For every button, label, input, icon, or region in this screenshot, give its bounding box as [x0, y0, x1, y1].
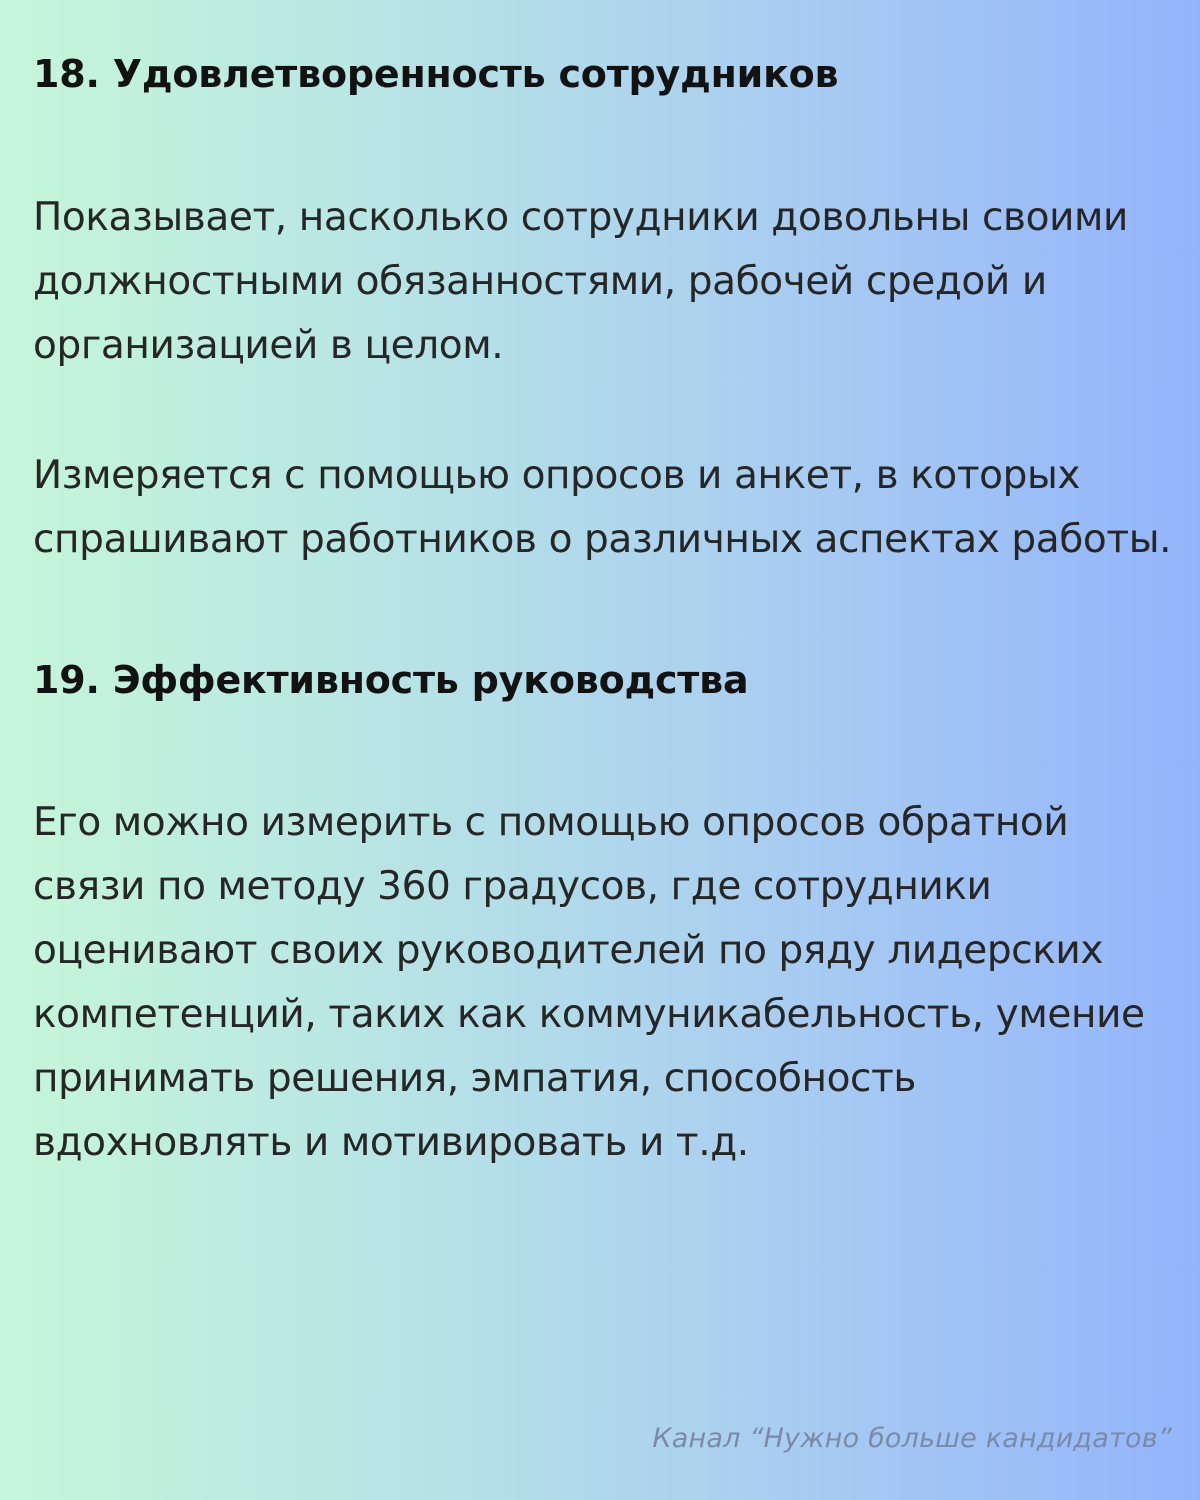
section-title-leadership-effectiveness: 19. Эффективность руководства: [33, 657, 749, 702]
section-paragraph-leadership-measurement: Его можно измерить с помощью опросов обратной связи по методу 360 градусов, где сотрудники оценивают своих руководителей по ряду лидерских компетенций, таких как коммуникабельность, умение принимать решения, эмпатия, способность вдохновлять и мотивировать и т.д.: [33, 800, 1145, 1166]
section-paragraph-satisfaction-definition: Показывает, насколько сотрудники довольны своими должностными обязанностями, рабочей средой и организацией в целом.: [33, 194, 1128, 368]
content-area: [33, 52, 1173, 1175]
channel-caption: Канал “Нужно больше кандидатов”: [652, 1423, 1172, 1454]
section-title-employee-satisfaction: 18. Удовлетворенность сотрудников: [33, 52, 839, 96]
section-paragraph-satisfaction-measurement: Измеряется с помощью опросов и анкет, в которых спрашивают работников о различных аспектах работы.: [33, 452, 1172, 562]
